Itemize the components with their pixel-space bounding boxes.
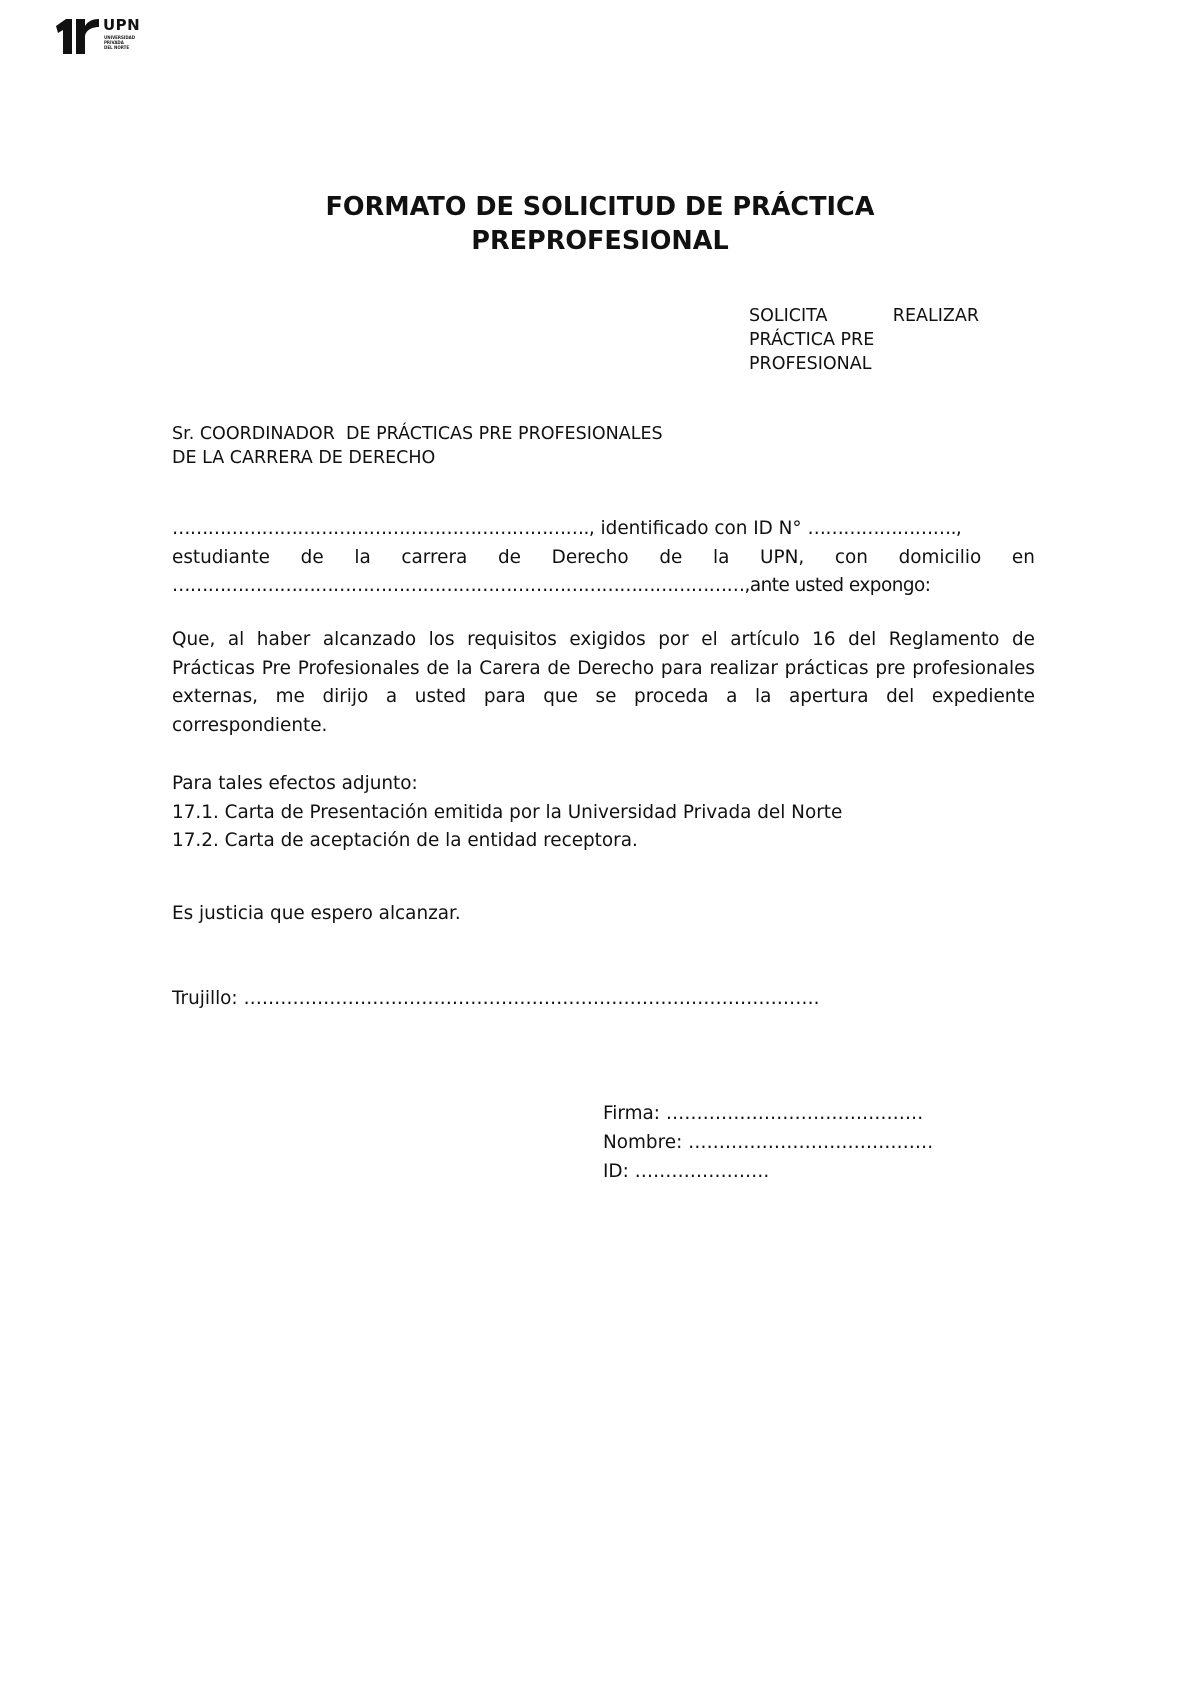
address-blank-line: ……………………………………………………………………………………,ante usted expongo: bbox=[172, 575, 931, 596]
attachment-item: 17.2. Carta de aceptación de la entidad receptora. bbox=[172, 830, 638, 851]
logo-tagline-line: DEL NORTE bbox=[104, 45, 130, 50]
addressee bbox=[172, 422, 663, 470]
city-date-line: Trujillo: …………………………………………………………………………………. bbox=[172, 988, 820, 1009]
request-summary bbox=[749, 304, 979, 376]
closing-sentence: Es justicia que espero alcanzar. bbox=[172, 903, 461, 924]
request-summary-line-2: PRÁCTICA PRE bbox=[749, 330, 875, 350]
id-label: , identificado con ID N° bbox=[588, 518, 808, 539]
logo-brand: UPN bbox=[103, 16, 141, 34]
addressee-line-1: Sr. COORDINADOR DE PRÁCTICAS PRE PROFESIONALES bbox=[172, 424, 663, 444]
intro-word: carrera bbox=[401, 546, 468, 568]
name-blank: ……………………………………………………………. bbox=[172, 518, 589, 539]
title-line-1: FORMATO DE SOLICITUD DE PRÁCTICA bbox=[325, 192, 875, 222]
upn-logo-mark bbox=[52, 18, 100, 56]
attachments bbox=[172, 770, 1035, 856]
upn-logo bbox=[52, 18, 152, 56]
attachments-heading: Para tales efectos adjunto: bbox=[172, 773, 418, 794]
request-word-solicita: SOLICITA bbox=[749, 306, 828, 326]
signature-firma: Firma: …………………………………… bbox=[603, 1103, 924, 1124]
intro-word: de bbox=[300, 546, 324, 568]
intro-word: Derecho bbox=[551, 546, 629, 568]
intro-word: de bbox=[659, 546, 683, 568]
logo-tagline-line: PRIVADA bbox=[104, 40, 124, 45]
intro-word: la bbox=[354, 546, 371, 568]
signature-block bbox=[603, 1099, 933, 1186]
addressee-line-2: DE LA CARRERA DE DERECHO bbox=[172, 448, 436, 468]
intro-word: la bbox=[712, 546, 730, 568]
title-line-2: PREPROFESIONAL bbox=[471, 226, 729, 256]
document-title bbox=[0, 190, 1200, 258]
signature-id: ID: …………………. bbox=[603, 1161, 770, 1182]
intro-word: UPN, bbox=[760, 546, 805, 568]
id-blank: ……………………., bbox=[807, 518, 962, 539]
logo-tagline bbox=[104, 35, 154, 50]
request-paragraph bbox=[172, 626, 1035, 740]
intro-word: en bbox=[1011, 546, 1035, 568]
intro-word: estudiante bbox=[172, 546, 270, 568]
request-word-realizar: REALIZAR bbox=[892, 306, 979, 326]
logo-tagline-line: UNIVERSIDAD bbox=[104, 35, 136, 40]
request-summary-line-3: PROFESIONAL bbox=[749, 354, 872, 374]
intro-word: de bbox=[498, 546, 521, 568]
intro-word: domicilio bbox=[898, 546, 982, 568]
intro-word: con bbox=[834, 546, 868, 568]
attachment-item: 17.1. Carta de Presentación emitida por la Universidad Privada del Norte bbox=[172, 801, 843, 823]
intro-line-2 bbox=[172, 544, 1035, 573]
signature-nombre: Nombre: …………………………………. bbox=[603, 1132, 934, 1153]
request-paragraph-text: Que, al haber alcanzado los requisitos exigidos por el artículo 16 del Reglamento de Prácticas Pre Profesionales de la Carera de Derecho para realizar prácticas pre profesionales externas, me dirijo a usted para que se proceda a la apertura del expediente correspondiente. bbox=[172, 629, 1035, 736]
request-summary-line-1 bbox=[749, 304, 979, 328]
applicant-intro bbox=[172, 515, 1035, 601]
intro-line-1 bbox=[172, 515, 1035, 544]
